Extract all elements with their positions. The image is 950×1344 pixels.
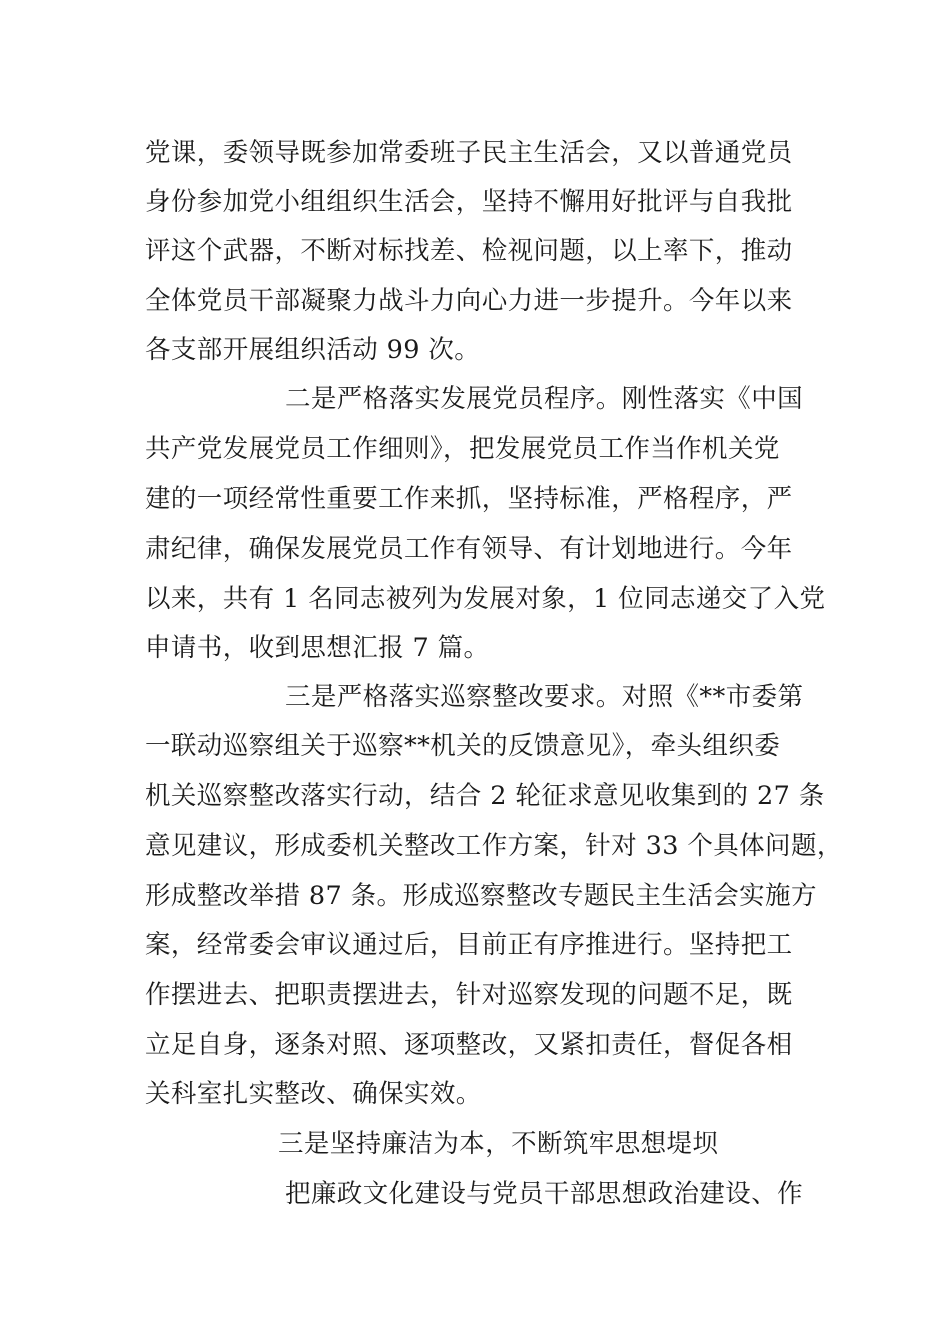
text-line: 案，经常委会审议通过后，目前正有序推进行。坚持把工 — [145, 930, 793, 960]
text-line: 建的一项经常性重要工作来抓，坚持标准，严格程序，严 — [145, 484, 793, 514]
text-line: 全体党员干部凝聚力战斗力向心力进一步提升。今年以来 — [145, 286, 793, 316]
text-line: 以来，共有 1 名同志被列为发展对象，1 位同志递交了入党 — [145, 584, 826, 614]
text-line: 作摆进去、把职责摆进去，针对巡察发现的问题不足，既 — [145, 980, 793, 1010]
text-line: 申请书，收到思想汇报 7 篇。 — [145, 633, 490, 663]
paragraph-heading: 二是严格落实发展党员程序。刚性落实《中国 — [285, 384, 804, 414]
text-line: 形成整改举措 87 条。形成巡察整改专题民主生活会实施方 — [145, 881, 817, 911]
text-line: 共产党发展党员工作细则》，把发展党员工作当作机关党 — [145, 434, 780, 464]
text-line: 肃纪律，确保发展党员工作有领导、有计划地进行。今年 — [145, 534, 793, 564]
text-line: 机关巡察整改落实行动，结合 2 轮征求意见收集到的 27 条 — [145, 781, 825, 811]
text-line: 一联动巡察组关于巡察**机关的反馈意见》，牵头组织委 — [145, 731, 781, 761]
text-line: 把廉政文化建设与党员干部思想政治建设、作 — [285, 1179, 804, 1209]
paragraph-heading: 三是严格落实巡察整改要求。对照《**市委第 — [285, 682, 804, 712]
text-line: 评这个武器，不断对标找差、检视问题，以上率下，推动 — [145, 236, 793, 266]
text-line: 各支部开展组织活动 99 次。 — [145, 335, 481, 365]
section-heading: 三是坚持廉洁为本，不断筑牢思想堤坝 — [278, 1129, 719, 1159]
text-line: 党课，委领导既参加常委班子民主生活会，又以普通党员 — [145, 138, 793, 168]
text-line: 立足自身，逐条对照、逐项整改，又紧扣责任，督促各相 — [145, 1030, 793, 1060]
text-line: 意见建议，形成委机关整改工作方案，针对 33 个具体问题， — [145, 831, 843, 861]
text-line: 关科室扎实整改、确保实效。 — [145, 1079, 482, 1109]
text-line: 身份参加党小组组织生活会，坚持不懈用好批评与自我批 — [145, 187, 793, 217]
